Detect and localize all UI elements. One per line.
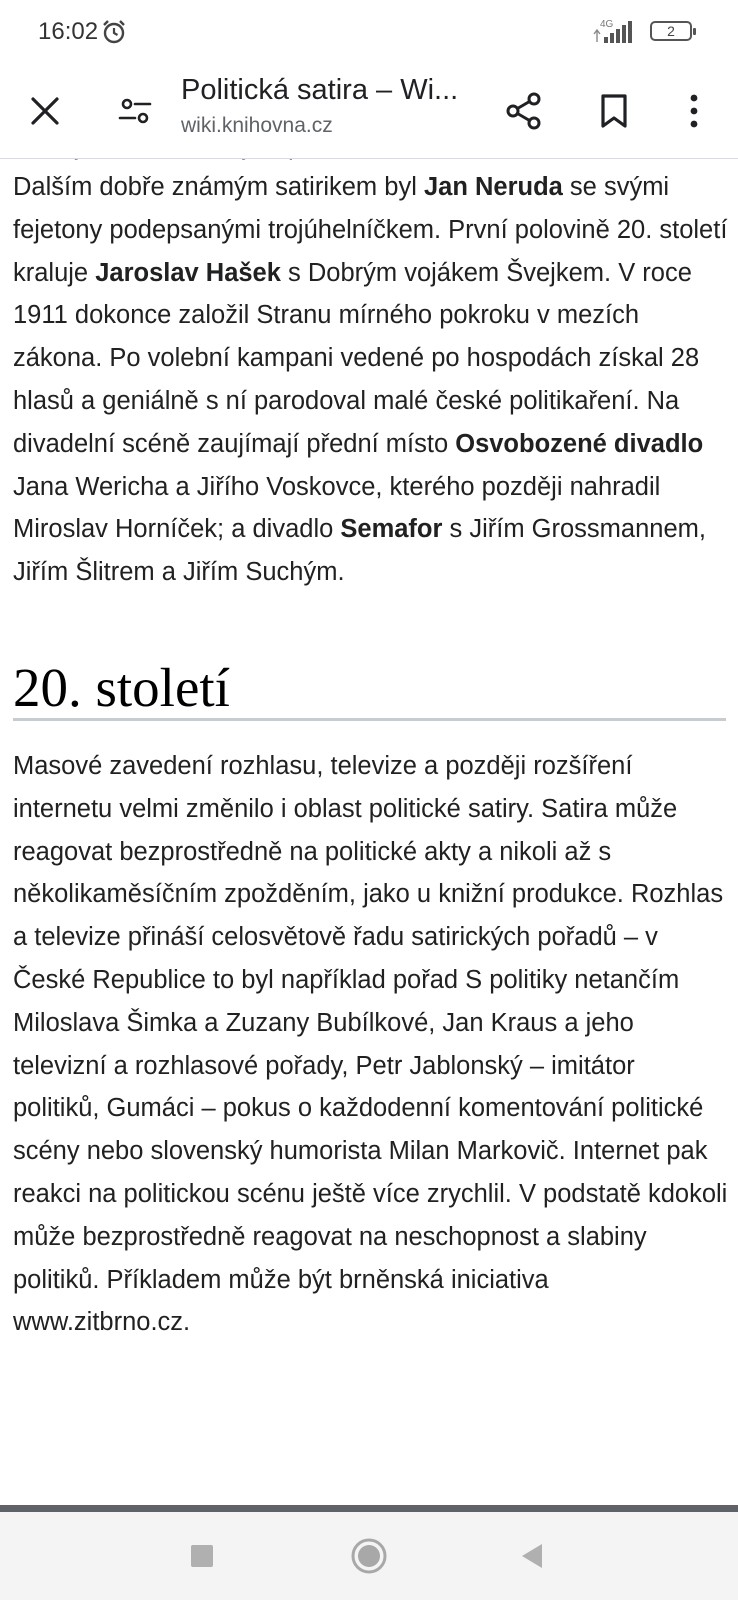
bold-term-jaroslav-hasek: Jaroslav Hašek: [95, 258, 281, 287]
close-button[interactable]: [21, 87, 69, 135]
bold-term-osvobozene-divadlo: Osvobozené divadlo: [455, 429, 704, 458]
back-icon: [519, 1542, 545, 1570]
page-title[interactable]: Politická satira – Wi...: [181, 74, 459, 106]
recents-icon: [189, 1543, 215, 1569]
more-vert-icon: [688, 93, 700, 129]
battery-icon: 2: [650, 21, 692, 41]
bold-term-semafor: Semafor: [340, 515, 443, 544]
section-heading: 20. století: [13, 658, 726, 721]
page-info-button[interactable]: [111, 87, 159, 135]
custom-tab-toolbar: [0, 64, 738, 159]
close-icon: [29, 95, 61, 127]
bottom-divider: [0, 1505, 738, 1512]
recents-button[interactable]: [180, 1534, 224, 1578]
bold-term-jan-neruda: Jan Neruda: [423, 173, 563, 201]
share-icon: [504, 91, 544, 131]
bookmark-icon: [598, 93, 630, 129]
more-options-button[interactable]: [670, 87, 718, 135]
article-paragraph-2: Masové zavedení rozhlasu, televize a později rozšíření internetu velmi změnilo i oblast politické satiry. Satira může reagovat bezprostředně na politické akty a nikoli až s několikaměsíčním zpožděním, jako u knižní produkce. Rozhlas a televize přináší celosvětově řadu satirických pořadů – v České Republice to byl například pořad S politiky netančím Miloslava Šimka a Zuzany Bubílkové, Jan Kraus a jeho televizní a rozhlasové pořady, Petr Jablonský – imitátor politiků, Gumáci – pokus o každodenní komentování politické scény nebo slovenský humorista Milan Markovič. Internet pak reakci na politickou scénu ještě více zrychlil. V podstatě kdokoli může bezprostředně reagovat na neschopnost a slabiny politiků. Příkladem může být brněnská iniciativa www.zitbrno.cz.: [13, 752, 728, 1337]
share-button[interactable]: [500, 87, 548, 135]
system-navigation-bar: [0, 1512, 738, 1600]
bookmark-button[interactable]: [590, 87, 638, 135]
signal-icon: [592, 18, 642, 46]
article-paragraph-1: Dalším dobře známým satirikem byl Jan Neruda se svými fejetony podepsanými trojúhelníčkem. První polovině 20. století kraluje Jaroslav Hašek s Dobrým vojákem Švejkem. V roce 1911 dokonce založil Stranu mírného pokroku v mezích zákona. Po volební kampani vedené po hospodách získal 28 hlasů a geniálně s ní parodoval malé české politikaření. Na divadelní scéně zaujímají přední místo Osvobozené divadlo Jana Wericha a Jiřího Voskovce, kterého později nahradil Miroslav Horníček; a divadlo Semafor s Jiřím Grossmannem, Jiřím Šlitrem a Jiřím Suchým.: [13, 173, 728, 587]
status-bar: [0, 0, 738, 64]
home-button[interactable]: [347, 1534, 391, 1578]
home-icon: [350, 1537, 388, 1575]
alarm-icon: [101, 19, 127, 50]
network-type: 4G: [600, 19, 614, 30]
article-content: [0, 158, 738, 1505]
tune-icon: [118, 96, 152, 126]
back-button[interactable]: [510, 1534, 554, 1578]
status-time: 16:02: [38, 18, 99, 45]
page-url[interactable]: wiki.knihovna.cz: [181, 114, 333, 137]
